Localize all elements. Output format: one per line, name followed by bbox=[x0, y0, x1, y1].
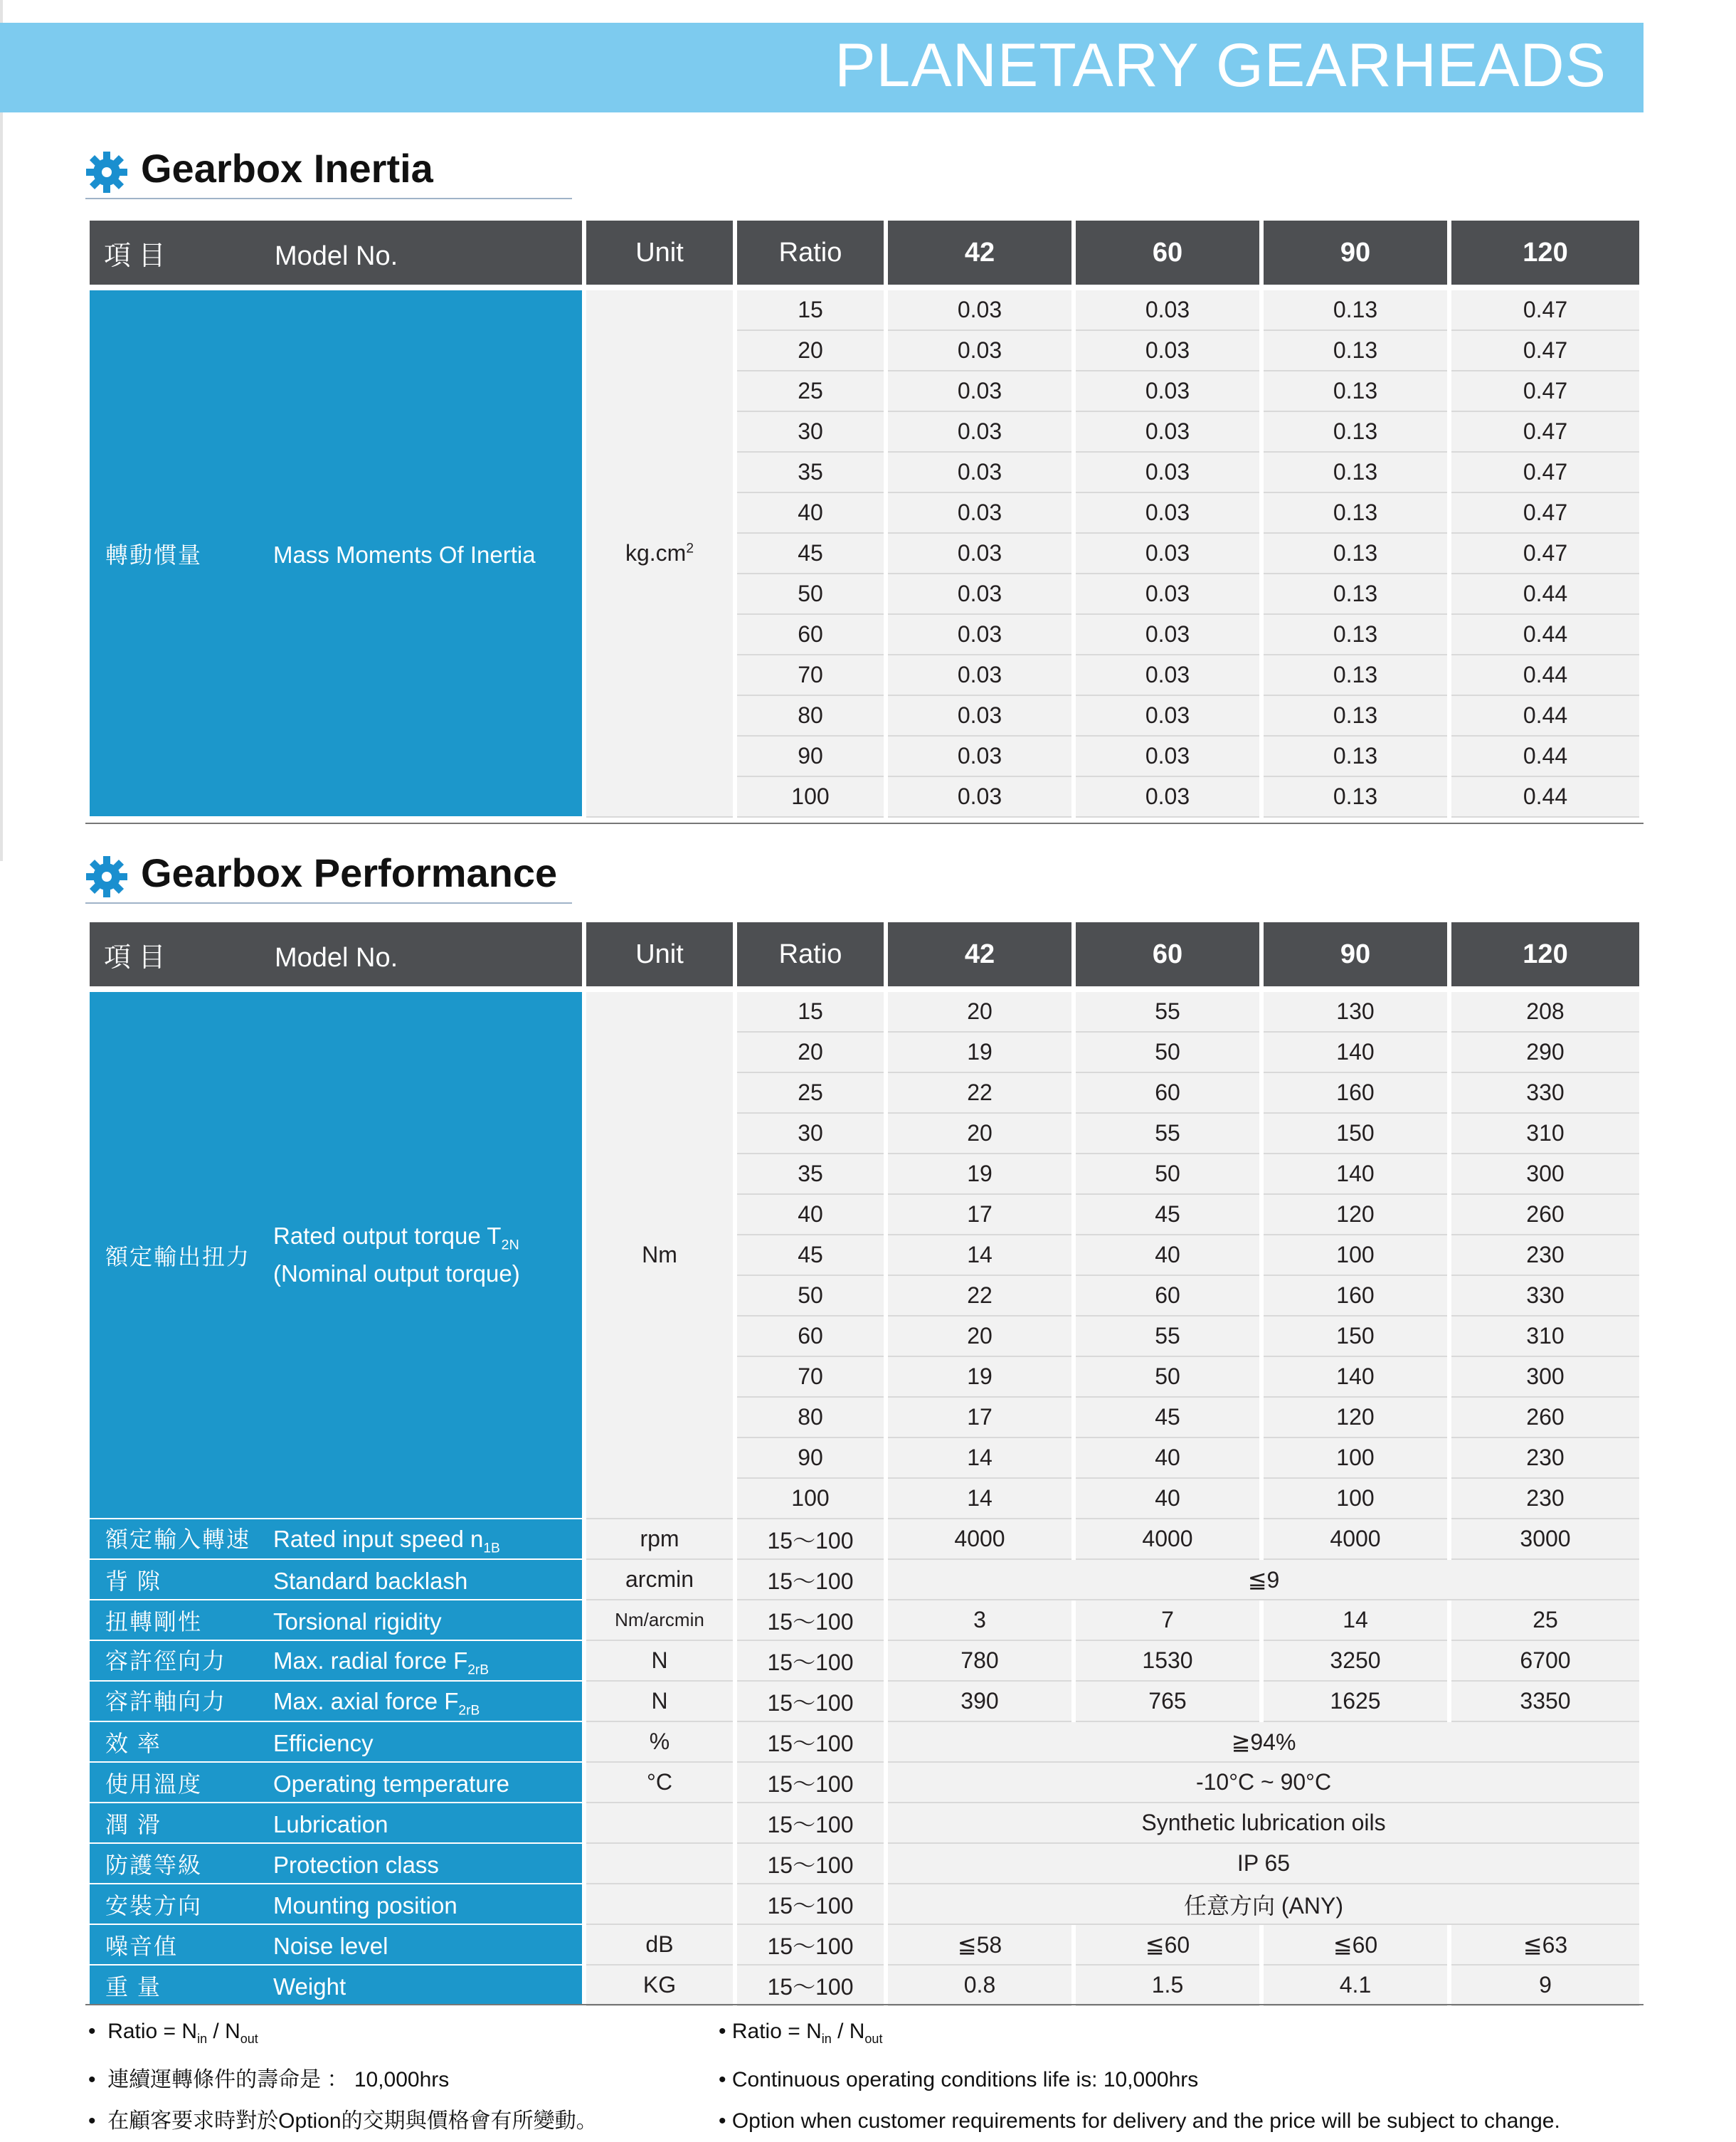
value-cell: 300 bbox=[1451, 1357, 1639, 1398]
value-cell: 0.44 bbox=[1451, 777, 1639, 818]
value-cell: 4000 bbox=[1264, 1519, 1447, 1560]
spec-label-cn: 容許軸向力 bbox=[105, 1688, 227, 1714]
spec-row bbox=[90, 1763, 1639, 1803]
value-cell: 22 bbox=[888, 1073, 1071, 1114]
value-cell: 4.1 bbox=[1264, 1966, 1447, 2006]
value-cell: 0.13 bbox=[1264, 574, 1447, 615]
ratio-cell: 50 bbox=[737, 574, 884, 615]
value-cell: 0.03 bbox=[1076, 493, 1259, 534]
value-cell: 14 bbox=[888, 1479, 1071, 1519]
value-cell: 3000 bbox=[1451, 1519, 1639, 1560]
value-cell: 0.13 bbox=[1264, 371, 1447, 412]
value-cell: 0.03 bbox=[1076, 290, 1259, 331]
spec-label-sub: 1B bbox=[483, 1541, 500, 1556]
value-cell: 60 bbox=[1076, 1276, 1259, 1317]
value-cell: 0.03 bbox=[1076, 737, 1259, 777]
spec-unit: % bbox=[586, 1722, 733, 1763]
spec-row bbox=[90, 1925, 1639, 1966]
ratio-cell: 15～100 bbox=[737, 1641, 884, 1682]
note-ratio: • Ratio = $N_{in} / N_{out}$ bbox=[88, 2020, 258, 2046]
header-ratio: Ratio bbox=[737, 221, 884, 285]
note-option-cn: • 在顧客要求時對於Option的交期與價格會有所變動。 bbox=[88, 2109, 598, 2133]
torque-label bbox=[90, 992, 582, 1519]
value-cell: 0.03 bbox=[1076, 331, 1259, 371]
notes-right bbox=[719, 2011, 1560, 2142]
value-cell: ≦60 bbox=[1076, 1925, 1259, 1966]
ratio-cell: 90 bbox=[737, 1438, 884, 1479]
value-cell: 17 bbox=[888, 1398, 1071, 1438]
value-cell: 0.03 bbox=[888, 574, 1071, 615]
value-cell: 100 bbox=[1264, 1235, 1447, 1276]
inertia-label-cn: 轉動慣量 bbox=[105, 542, 203, 568]
spec-label-cn: 噪音值 bbox=[105, 1933, 179, 1959]
value-cell: 230 bbox=[1451, 1235, 1639, 1276]
value-cell: 50 bbox=[1076, 1033, 1259, 1073]
header-size-120: 120 bbox=[1451, 221, 1639, 285]
value-cell: 0.13 bbox=[1264, 290, 1447, 331]
spec-label bbox=[90, 1722, 582, 1763]
torque-label-en-1: Rated output torque T bbox=[273, 1223, 502, 1250]
spec-row bbox=[90, 1641, 1639, 1682]
value-cell: 0.03 bbox=[1076, 615, 1259, 655]
value-cell: 0.03 bbox=[888, 493, 1071, 534]
spec-label bbox=[90, 1600, 582, 1641]
value-cell: 0.03 bbox=[1076, 655, 1259, 696]
ratio-cell: 30 bbox=[737, 412, 884, 453]
spec-label-cn: 防護等級 bbox=[105, 1852, 203, 1878]
value-cell: 0.13 bbox=[1264, 615, 1447, 655]
spec-label bbox=[90, 1844, 582, 1884]
value-cell: 1530 bbox=[1076, 1641, 1259, 1682]
ratio-cell: 80 bbox=[737, 696, 884, 737]
spec-label-en: Rated input speed n bbox=[273, 1525, 484, 1552]
value-cell: 0.44 bbox=[1451, 696, 1639, 737]
value-cell: 60 bbox=[1076, 1073, 1259, 1114]
spec-label-sub: 2rB bbox=[458, 1703, 480, 1719]
ratio-cell: 35 bbox=[737, 453, 884, 493]
page-edge bbox=[0, 0, 3, 861]
spec-unit bbox=[586, 1803, 733, 1844]
value-cell: ≦60 bbox=[1264, 1925, 1447, 1966]
value-cell: 0.47 bbox=[1451, 331, 1639, 371]
spec-label-cn: 容許徑向力 bbox=[105, 1647, 227, 1674]
header-ratio: Ratio bbox=[737, 922, 884, 986]
value-cell: 0.13 bbox=[1264, 331, 1447, 371]
value-cell: 390 bbox=[888, 1682, 1071, 1722]
value-cell: 0.03 bbox=[888, 737, 1071, 777]
spec-unit: N bbox=[586, 1641, 733, 1682]
spec-row bbox=[90, 1884, 1639, 1925]
spec-unit bbox=[586, 1844, 733, 1884]
spec-label bbox=[90, 1803, 582, 1844]
ratio-cell: 100 bbox=[737, 777, 884, 818]
value-cell: 45 bbox=[1076, 1398, 1259, 1438]
inertia-table bbox=[85, 221, 1644, 818]
spec-unit: °C bbox=[586, 1763, 733, 1803]
spec-label-cn: 潤 滑 bbox=[105, 1811, 162, 1837]
value-cell: 9 bbox=[1451, 1966, 1639, 2006]
header-unit: Unit bbox=[586, 221, 733, 285]
ratio-cell: 60 bbox=[737, 615, 884, 655]
value-cell: 0.47 bbox=[1451, 412, 1639, 453]
spec-row bbox=[90, 1560, 1639, 1600]
value-cell: 0.13 bbox=[1264, 737, 1447, 777]
value-cell: 120 bbox=[1264, 1398, 1447, 1438]
value-cell: 0.13 bbox=[1264, 655, 1447, 696]
spec-label-cn: 使用溫度 bbox=[105, 1771, 203, 1797]
value-cell: 140 bbox=[1264, 1357, 1447, 1398]
ratio-cell: 20 bbox=[737, 1033, 884, 1073]
spec-label bbox=[90, 1682, 582, 1722]
value-cell: 7 bbox=[1076, 1600, 1259, 1641]
spec-label-en: Lubrication bbox=[273, 1810, 388, 1837]
value-cell: 100 bbox=[1264, 1479, 1447, 1519]
value-cell: 17 bbox=[888, 1195, 1071, 1235]
value-cell: 0.44 bbox=[1451, 737, 1639, 777]
inertia-unit bbox=[586, 290, 733, 818]
spec-label-en: Torsional rigidity bbox=[273, 1608, 442, 1635]
header-item bbox=[90, 922, 582, 986]
spec-label-en: Protection class bbox=[273, 1851, 439, 1878]
value-cell: 0.13 bbox=[1264, 412, 1447, 453]
value-cell: 0.13 bbox=[1264, 534, 1447, 574]
value-cell: 3350 bbox=[1451, 1682, 1639, 1722]
value-cell: 0.03 bbox=[888, 331, 1071, 371]
spec-unit: Nm/arcmin bbox=[586, 1600, 733, 1641]
section-heading-performance bbox=[85, 850, 572, 904]
spec-label bbox=[90, 1966, 582, 2006]
merged-value-cell: IP 65 bbox=[888, 1844, 1639, 1884]
spec-row bbox=[90, 1519, 1639, 1560]
spec-row bbox=[90, 1803, 1639, 1844]
value-cell: 55 bbox=[1076, 1317, 1259, 1357]
spec-label-cn: 效 率 bbox=[105, 1730, 162, 1756]
value-cell: 14 bbox=[888, 1235, 1071, 1276]
spec-label bbox=[90, 1560, 582, 1600]
spec-label-en: Operating temperature bbox=[273, 1770, 510, 1797]
value-cell: 310 bbox=[1451, 1317, 1639, 1357]
banner bbox=[0, 23, 1644, 112]
ratio-cell: 70 bbox=[737, 655, 884, 696]
spec-label-cn: 重 量 bbox=[105, 1973, 162, 2000]
divider bbox=[85, 2004, 1644, 2005]
ratio-cell: 100 bbox=[737, 1479, 884, 1519]
note-ratio: • Ratio = $N_{in} / N_{out}$ bbox=[719, 2020, 883, 2046]
value-cell: 0.03 bbox=[888, 290, 1071, 331]
ratio-cell: 30 bbox=[737, 1114, 884, 1154]
ratio-cell: 15～100 bbox=[737, 1884, 884, 1925]
spec-label-en: Max. radial force F bbox=[273, 1647, 468, 1674]
value-cell: 19 bbox=[888, 1154, 1071, 1195]
ratio-cell: 45 bbox=[737, 1235, 884, 1276]
value-cell: 25 bbox=[1451, 1600, 1639, 1641]
merged-value-cell: 任意方向 (ANY) bbox=[888, 1884, 1639, 1925]
value-cell: 19 bbox=[888, 1033, 1071, 1073]
header-item bbox=[90, 221, 582, 285]
value-cell: 3250 bbox=[1264, 1641, 1447, 1682]
value-cell: 0.03 bbox=[1076, 777, 1259, 818]
inertia-header-row bbox=[90, 221, 1639, 285]
value-cell: 290 bbox=[1451, 1033, 1639, 1073]
value-cell: 45 bbox=[1076, 1195, 1259, 1235]
ratio-cell: 15 bbox=[737, 290, 884, 331]
spec-label-en: Standard backlash bbox=[273, 1567, 468, 1594]
performance-header-row bbox=[90, 922, 1639, 986]
value-cell: 0.03 bbox=[888, 371, 1071, 412]
inertia-unit-text: kg.cm bbox=[625, 540, 687, 566]
ratio-cell: 15～100 bbox=[737, 1844, 884, 1884]
value-cell: ≦58 bbox=[888, 1925, 1071, 1966]
value-cell: 0.47 bbox=[1451, 534, 1639, 574]
value-cell: 0.03 bbox=[1076, 371, 1259, 412]
section-title-inertia: Gearbox Inertia bbox=[141, 146, 433, 191]
ratio-cell: 50 bbox=[737, 1276, 884, 1317]
ratio-cell: 70 bbox=[737, 1357, 884, 1398]
spec-unit: KG bbox=[586, 1966, 733, 2006]
value-cell: 4000 bbox=[1076, 1519, 1259, 1560]
value-cell: 0.03 bbox=[888, 453, 1071, 493]
value-cell: 260 bbox=[1451, 1398, 1639, 1438]
header-size-60: 60 bbox=[1076, 922, 1259, 986]
spec-row bbox=[90, 1966, 1639, 2006]
spec-label-en: Noise level bbox=[273, 1932, 388, 1959]
value-cell: 3 bbox=[888, 1600, 1071, 1641]
header-model: Model No. bbox=[275, 942, 398, 973]
value-cell: 140 bbox=[1264, 1154, 1447, 1195]
value-cell: 55 bbox=[1076, 992, 1259, 1033]
value-cell: 19 bbox=[888, 1357, 1071, 1398]
value-cell: 120 bbox=[1264, 1195, 1447, 1235]
spec-row bbox=[90, 1682, 1639, 1722]
value-cell: 130 bbox=[1264, 992, 1447, 1033]
value-cell: 14 bbox=[1264, 1600, 1447, 1641]
value-cell: 1625 bbox=[1264, 1682, 1447, 1722]
spec-label bbox=[90, 1641, 582, 1682]
ratio-cell: 15～100 bbox=[737, 1560, 884, 1600]
note-option-en: • Option when customer requirements for delivery and the price will be subject to change. bbox=[719, 2109, 1560, 2133]
ratio-cell: 40 bbox=[737, 493, 884, 534]
value-cell: 0.03 bbox=[1076, 412, 1259, 453]
ratio-cell: 15～100 bbox=[737, 1519, 884, 1560]
value-cell: 0.47 bbox=[1451, 493, 1639, 534]
spec-label bbox=[90, 1763, 582, 1803]
spec-unit: rpm bbox=[586, 1519, 733, 1560]
value-cell: 4000 bbox=[888, 1519, 1071, 1560]
spec-label-cn: 安裝方向 bbox=[105, 1892, 203, 1919]
value-cell: 765 bbox=[1076, 1682, 1259, 1722]
notes-left bbox=[88, 2011, 598, 2142]
value-cell: 20 bbox=[888, 1317, 1071, 1357]
table-row bbox=[90, 290, 1639, 331]
spec-row bbox=[90, 1722, 1639, 1763]
table-row bbox=[90, 992, 1639, 1033]
spec-label-en: Mounting position bbox=[273, 1892, 457, 1919]
merged-value-cell: -10°C ~ 90°C bbox=[888, 1763, 1639, 1803]
value-cell: 6700 bbox=[1451, 1641, 1639, 1682]
value-cell: 0.13 bbox=[1264, 777, 1447, 818]
merged-value-cell: ≦9 bbox=[888, 1560, 1639, 1600]
value-cell: 140 bbox=[1264, 1033, 1447, 1073]
header-size-60: 60 bbox=[1076, 221, 1259, 285]
value-cell: 330 bbox=[1451, 1276, 1639, 1317]
value-cell: 0.44 bbox=[1451, 574, 1639, 615]
torque-label-en-sub: 2N bbox=[501, 1237, 519, 1253]
inertia-label bbox=[90, 290, 582, 818]
header-model: Model No. bbox=[275, 241, 398, 271]
spec-label-cn: 背 隙 bbox=[105, 1568, 162, 1594]
value-cell: 310 bbox=[1451, 1114, 1639, 1154]
value-cell: 22 bbox=[888, 1276, 1071, 1317]
merged-value-cell: Synthetic lubrication oils bbox=[888, 1803, 1639, 1844]
value-cell: 20 bbox=[888, 992, 1071, 1033]
value-cell: 0.03 bbox=[888, 696, 1071, 737]
torque-label-en bbox=[273, 1222, 520, 1288]
value-cell: 0.47 bbox=[1451, 290, 1639, 331]
note-life-en: • Continuous operating conditions life is: 10,000hrs bbox=[719, 2068, 1199, 2091]
inertia-unit-sup: 2 bbox=[686, 541, 694, 556]
header-item-cn: 項 目 bbox=[104, 241, 166, 271]
spec-label-en: Max. axial force F bbox=[273, 1687, 459, 1714]
value-cell: 0.03 bbox=[1076, 574, 1259, 615]
ratio-cell: 20 bbox=[737, 331, 884, 371]
value-cell: 0.47 bbox=[1451, 371, 1639, 412]
value-cell: 100 bbox=[1264, 1438, 1447, 1479]
inertia-label-en: Mass Moments Of Inertia bbox=[273, 541, 536, 568]
banner-title: PLANETARY GEARHEADS bbox=[835, 31, 1607, 100]
value-cell: ≦63 bbox=[1451, 1925, 1639, 1966]
spec-unit bbox=[586, 1884, 733, 1925]
value-cell: 1.5 bbox=[1076, 1966, 1259, 2006]
value-cell: 40 bbox=[1076, 1438, 1259, 1479]
value-cell: 260 bbox=[1451, 1195, 1639, 1235]
spec-row bbox=[90, 1844, 1639, 1884]
value-cell: 50 bbox=[1076, 1357, 1259, 1398]
value-cell: 0.03 bbox=[1076, 696, 1259, 737]
spec-label-sub: 2rB bbox=[467, 1662, 489, 1678]
header-size-90: 90 bbox=[1264, 221, 1447, 285]
ratio-cell: 15～100 bbox=[737, 1966, 884, 2006]
spec-label-cn: 額定輸入轉速 bbox=[105, 1526, 251, 1552]
spec-label bbox=[90, 1925, 582, 1966]
spec-label-cn: 扭轉剛性 bbox=[105, 1608, 203, 1635]
header-size-42: 42 bbox=[888, 221, 1071, 285]
value-cell: 0.8 bbox=[888, 1966, 1071, 2006]
gear-icon bbox=[85, 151, 128, 194]
value-cell: 780 bbox=[888, 1641, 1071, 1682]
value-cell: 0.44 bbox=[1451, 655, 1639, 696]
spec-label bbox=[90, 1519, 582, 1560]
merged-value-cell: ≧94% bbox=[888, 1722, 1639, 1763]
ratio-cell: 80 bbox=[737, 1398, 884, 1438]
gear-icon bbox=[85, 855, 128, 898]
header-item-cn: 項 目 bbox=[104, 942, 166, 973]
value-cell: 40 bbox=[1076, 1235, 1259, 1276]
ratio-cell: 15～100 bbox=[737, 1722, 884, 1763]
value-cell: 0.13 bbox=[1264, 696, 1447, 737]
ratio-cell: 40 bbox=[737, 1195, 884, 1235]
value-cell: 160 bbox=[1264, 1276, 1447, 1317]
value-cell: 0.03 bbox=[888, 615, 1071, 655]
ratio-cell: 15～100 bbox=[737, 1600, 884, 1641]
value-cell: 0.03 bbox=[888, 412, 1071, 453]
value-cell: 0.03 bbox=[888, 534, 1071, 574]
value-cell: 0.03 bbox=[1076, 534, 1259, 574]
spec-unit: N bbox=[586, 1682, 733, 1722]
value-cell: 0.13 bbox=[1264, 493, 1447, 534]
value-cell: 300 bbox=[1451, 1154, 1639, 1195]
ratio-cell: 25 bbox=[737, 1073, 884, 1114]
header-size-120: 120 bbox=[1451, 922, 1639, 986]
section-heading-inertia bbox=[85, 146, 572, 199]
ratio-cell: 15～100 bbox=[737, 1682, 884, 1722]
header-size-90: 90 bbox=[1264, 922, 1447, 986]
note-life-cn: • 連續運轉條件的壽命是 ： 10,000hrs bbox=[88, 2068, 450, 2091]
ratio-cell: 60 bbox=[737, 1317, 884, 1357]
value-cell: 230 bbox=[1451, 1479, 1639, 1519]
value-cell: 330 bbox=[1451, 1073, 1639, 1114]
value-cell: 0.13 bbox=[1264, 453, 1447, 493]
section-title-performance: Gearbox Performance bbox=[141, 850, 558, 895]
torque-unit: Nm bbox=[586, 992, 733, 1519]
value-cell: 0.47 bbox=[1451, 453, 1639, 493]
ratio-cell: 15～100 bbox=[737, 1925, 884, 1966]
ratio-cell: 15～100 bbox=[737, 1803, 884, 1844]
spec-label-en: Weight bbox=[273, 1973, 346, 2000]
value-cell: 208 bbox=[1451, 992, 1639, 1033]
spec-row bbox=[90, 1600, 1639, 1641]
value-cell: 14 bbox=[888, 1438, 1071, 1479]
ratio-cell: 90 bbox=[737, 737, 884, 777]
ratio-cell: 45 bbox=[737, 534, 884, 574]
divider bbox=[85, 823, 1644, 824]
spec-label-en: Efficiency bbox=[273, 1729, 374, 1756]
header-size-42: 42 bbox=[888, 922, 1071, 986]
value-cell: 230 bbox=[1451, 1438, 1639, 1479]
spec-unit: dB bbox=[586, 1925, 733, 1966]
value-cell: 160 bbox=[1264, 1073, 1447, 1114]
value-cell: 40 bbox=[1076, 1479, 1259, 1519]
spec-label bbox=[90, 1884, 582, 1925]
value-cell: 55 bbox=[1076, 1114, 1259, 1154]
torque-label-en-2: (Nominal output torque) bbox=[273, 1260, 520, 1287]
value-cell: 150 bbox=[1264, 1317, 1447, 1357]
value-cell: 150 bbox=[1264, 1114, 1447, 1154]
spec-unit: arcmin bbox=[586, 1560, 733, 1600]
value-cell: 0.03 bbox=[888, 777, 1071, 818]
performance-table bbox=[85, 922, 1644, 2006]
ratio-cell: 35 bbox=[737, 1154, 884, 1195]
header-unit: Unit bbox=[586, 922, 733, 986]
value-cell: 0.44 bbox=[1451, 615, 1639, 655]
ratio-cell: 25 bbox=[737, 371, 884, 412]
ratio-cell: 15 bbox=[737, 992, 884, 1033]
value-cell: 0.03 bbox=[888, 655, 1071, 696]
value-cell: 0.03 bbox=[1076, 453, 1259, 493]
ratio-cell: 15～100 bbox=[737, 1763, 884, 1803]
value-cell: 20 bbox=[888, 1114, 1071, 1154]
torque-label-cn: 額定輸出扭力 bbox=[105, 1243, 251, 1270]
value-cell: 50 bbox=[1076, 1154, 1259, 1195]
